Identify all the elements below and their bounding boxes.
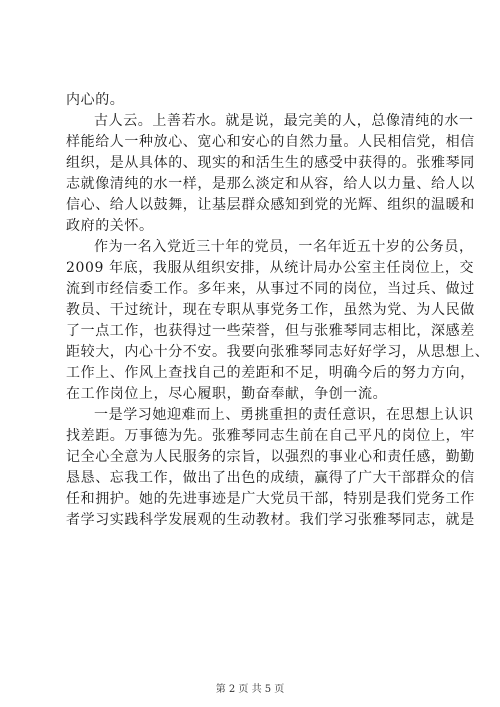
text-line: 距较大，内心十分不安。我要向张雅琴同志好好学习，从思想上、: [66, 344, 490, 360]
text-line: 志就像清纯的水一样，是那么淡定和从容，给人以力量、给人以: [66, 176, 475, 192]
text-line: 者学习实践科学发展观的生动教材。我们学习张雅琴同志，就是: [66, 512, 475, 528]
text-line: 恳恳、忘我工作，做出了出色的成绩，赢得了广大干部群众的信: [66, 470, 475, 486]
text-line: 找差距。万事德为先。张雅琴同志生前在自己平凡的岗位上，牢: [66, 428, 475, 444]
text-line: 在工作岗位上，尽心履职，勤奋奉献，争创一流。: [66, 386, 388, 402]
text-line: 工作上、作风上查找自己的差距和不足，明确今后的努力方向，: [66, 365, 475, 381]
text-line: 古人云。上善若水。就是说，最完美的人，总像清纯的水一: [94, 113, 474, 129]
text-line: 流到市经信委工作。多年来，从事过不同的岗位，当过兵、做过: [66, 281, 475, 297]
text-line: 信心、给人以鼓舞，让基层群众感知到党的光辉、组织的温暖和: [66, 197, 475, 213]
text-line: 任和拥护。她的先进事迹是广大党员干部，特别是我们党务工作: [66, 491, 475, 507]
page-number-footer: 第 2 页 共 5 页: [215, 684, 285, 695]
body-text: [66, 90, 490, 531]
text-line: 组织，是从具体的、现实的和活生生的感受中获得的。张雅琴同: [66, 155, 475, 171]
text-line: 政府的关怀。: [66, 218, 154, 234]
text-line: 记全心全意为人民服务的宗旨，以强烈的事业心和责任感，勤勤: [66, 449, 475, 465]
text-line: 内心的。: [66, 92, 125, 108]
text-line: 样能给人一种放心、宽心和安心的自然力量。人民相信党，相信: [66, 134, 475, 150]
text-line: 了一点工作，也获得过一些荣誉，但与张雅琴同志相比，深感差: [66, 323, 475, 339]
text-line: 2009 年底，我服从组织安排，从统计局办公室主任岗位上，交: [66, 260, 475, 276]
text-line: 作为一名入党近三十年的党员，一名年近五十岁的公务员，: [94, 239, 474, 255]
text-line: 一是学习她迎难而上、勇挑重担的责任意识，在思想上认识: [94, 407, 474, 423]
text-line: 教员、干过统计，现在专职从事党务工作，虽然为党、为人民做: [66, 302, 475, 318]
